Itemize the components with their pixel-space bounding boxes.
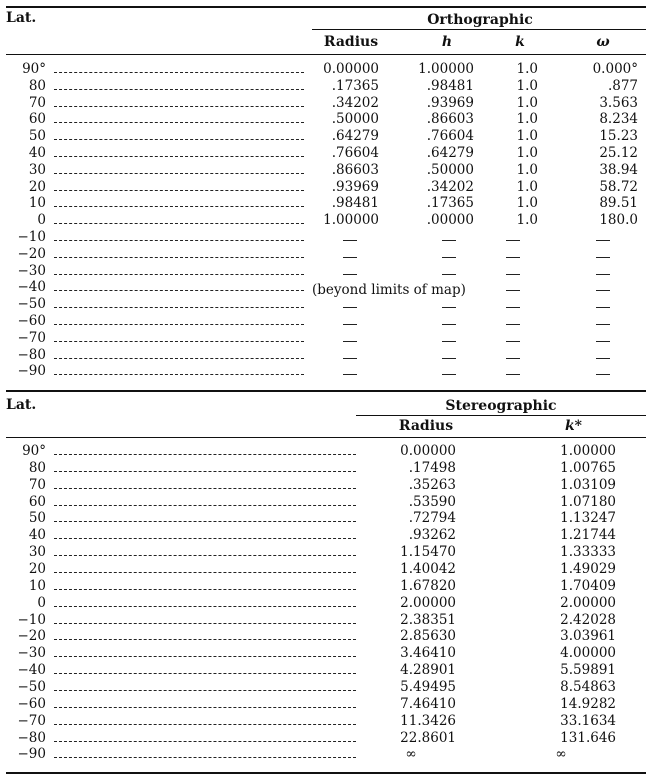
k-value: 1.0 [516, 212, 538, 229]
dot-leader [54, 274, 304, 275]
em-dash [506, 274, 520, 275]
radius-value: 0.00000 [323, 61, 379, 77]
omega-value: 8.234 [599, 111, 638, 128]
dot-leader [54, 374, 304, 375]
dot-leader [54, 206, 304, 207]
table-row [6, 511, 646, 526]
em-dash [442, 324, 456, 325]
k-value: 1.0 [516, 111, 538, 128]
dot-leader [54, 454, 356, 455]
dot-leader [54, 538, 356, 539]
dot-leader [54, 623, 356, 624]
k-value: 2.00000 [560, 594, 616, 611]
lat-value: 20 [28, 178, 46, 195]
radius-value: 1.00000 [323, 212, 379, 229]
dot-leader [54, 488, 356, 489]
em-dash [343, 240, 357, 241]
radius-value: .93969 [331, 178, 379, 195]
em-dash [596, 307, 610, 308]
k-value: 1.0 [516, 195, 538, 212]
dot-leader [54, 156, 304, 157]
em-dash [442, 257, 456, 258]
dot-leader [54, 89, 304, 90]
lat-value: 90° [22, 61, 46, 77]
radius-value: .76604 [331, 145, 379, 161]
ortho-h-header: h [441, 34, 453, 50]
table-row [6, 596, 646, 611]
lat-value: 90° [22, 443, 46, 459]
table-row [6, 495, 646, 510]
table-row [6, 163, 646, 178]
k-value: 1.0 [516, 94, 538, 111]
radius-value: 22.8601 [400, 729, 456, 746]
omega-value: 15.23 [599, 128, 638, 145]
ortho-beyond-note: (beyond limits of map) [312, 282, 466, 298]
em-dash [343, 374, 357, 375]
k-value: ∞ [555, 746, 567, 763]
radius-value: 2.38351 [400, 611, 456, 628]
radius-value: .64279 [331, 128, 379, 145]
lat-value: 20 [28, 561, 46, 577]
table-row [6, 714, 646, 729]
h-value: .00000 [426, 212, 474, 229]
table-row [6, 579, 646, 594]
table-row [6, 146, 646, 161]
table-row [6, 562, 646, 577]
radius-value: 2.85630 [400, 628, 456, 645]
table-row [6, 646, 646, 661]
lat-value: 30 [28, 544, 46, 561]
table-row [6, 129, 646, 144]
k-value: 5.59891 [560, 662, 616, 679]
em-dash [343, 257, 357, 258]
lat-value: 60 [28, 493, 46, 510]
dot-leader [54, 690, 356, 691]
dot-leader [54, 757, 356, 758]
ortho-radius-header: Radius [323, 34, 379, 50]
lat-value: 70 [28, 94, 46, 111]
radius-value: 2.00000 [400, 594, 456, 611]
lat-value: 60 [28, 111, 46, 128]
lat-value: 40 [28, 527, 46, 544]
dot-leader [54, 240, 304, 241]
em-dash [596, 240, 610, 241]
em-dash [596, 324, 610, 325]
lat-value: −80 [17, 729, 46, 746]
em-dash [343, 307, 357, 308]
table-row [6, 697, 646, 712]
h-value: .17365 [426, 195, 474, 212]
stereo-title-underline [356, 415, 646, 416]
radius-value: .98481 [331, 195, 379, 212]
em-dash [343, 274, 357, 275]
table-bottom-rule [6, 772, 646, 774]
table-row [6, 96, 646, 111]
dot-leader [54, 223, 304, 224]
k-value: 3.03961 [560, 628, 616, 645]
table-row [6, 264, 646, 279]
omega-value: 180.0 [599, 212, 638, 229]
dot-leader [54, 358, 304, 359]
radius-value: .72794 [408, 510, 456, 527]
dot-leader [54, 521, 356, 522]
em-dash [596, 341, 610, 342]
radius-value: 3.46410 [400, 645, 456, 662]
lat-value: 0 [37, 594, 46, 611]
lat-value: −90 [17, 746, 46, 763]
dot-leader [54, 606, 356, 607]
em-dash [442, 358, 456, 359]
table-row [6, 545, 646, 560]
ortho-group-title: Orthographic [427, 12, 533, 28]
lat-value: −10 [17, 611, 46, 628]
em-dash [506, 307, 520, 308]
omega-value: 58.72 [599, 178, 638, 195]
radius-value: .93262 [408, 527, 456, 544]
omega-value: 3.563 [599, 94, 638, 111]
lat-value: −90 [17, 363, 46, 380]
dot-leader [54, 707, 356, 708]
table-row [6, 731, 646, 746]
k-value: 1.70409 [560, 577, 616, 594]
dot-leader [54, 724, 356, 725]
ortho-header-rule [6, 54, 646, 55]
h-value: .50000 [426, 161, 474, 178]
radius-value: .17365 [331, 77, 379, 94]
lat-value: 70 [28, 476, 46, 493]
lat-value: −50 [17, 678, 46, 695]
lat-value: −80 [17, 346, 46, 363]
table-row [6, 348, 646, 363]
lat-value: −70 [17, 712, 46, 729]
em-dash [506, 240, 520, 241]
em-dash [442, 274, 456, 275]
k-value: 1.21744 [560, 527, 616, 544]
em-dash [442, 307, 456, 308]
table-row [6, 196, 646, 211]
em-dash [442, 341, 456, 342]
k-value: 1.49029 [560, 561, 616, 577]
lat-value: 40 [28, 145, 46, 161]
em-dash [343, 358, 357, 359]
lat-value: 80 [28, 77, 46, 94]
dot-leader [54, 572, 356, 573]
k-value: 1.00000 [560, 443, 616, 459]
em-dash [343, 324, 357, 325]
radius-value: .17498 [408, 459, 456, 476]
table-row [6, 230, 646, 245]
h-value: .76604 [426, 128, 474, 145]
k-value: 1.33333 [560, 544, 616, 561]
table-row [6, 613, 646, 628]
dot-leader [54, 656, 356, 657]
em-dash [506, 290, 520, 291]
table-row [6, 747, 646, 762]
dot-leader [54, 741, 356, 742]
k-value: 14.9282 [560, 695, 616, 712]
em-dash [506, 374, 520, 375]
stereo-radius-header: Radius [398, 418, 454, 434]
table-row [6, 478, 646, 493]
dot-leader [54, 72, 304, 73]
table-row [6, 680, 646, 695]
table-row [6, 62, 646, 77]
dot-leader [54, 290, 304, 291]
radius-value: .34202 [331, 94, 379, 111]
h-value: 1.00000 [418, 61, 474, 77]
lat-value: 10 [28, 195, 46, 212]
ortho-k-header: k [515, 34, 525, 50]
em-dash [596, 257, 610, 258]
lat-value: −20 [17, 628, 46, 645]
table-row [6, 247, 646, 262]
lat-value: 10 [28, 577, 46, 594]
h-value: .93969 [426, 94, 474, 111]
lat-value: 50 [28, 128, 46, 145]
em-dash [506, 257, 520, 258]
k-value: 2.42028 [560, 611, 616, 628]
lat-value: −20 [17, 245, 46, 262]
stereo-k-header: k* [564, 418, 583, 434]
table-row [6, 461, 646, 476]
projection-table-page [6, 0, 646, 782]
radius-value: .53590 [408, 493, 456, 510]
radius-value: 1.40042 [400, 561, 456, 577]
em-dash [596, 290, 610, 291]
table-row [6, 528, 646, 543]
dot-leader [54, 106, 304, 107]
em-dash [596, 374, 610, 375]
omega-value: 38.94 [599, 161, 638, 178]
dot-leader [54, 589, 356, 590]
lat-value: −70 [17, 329, 46, 346]
k-value: 131.646 [560, 729, 616, 746]
k-value: 1.07180 [560, 493, 616, 510]
lat-value: −60 [17, 313, 46, 329]
em-dash [506, 324, 520, 325]
table-top-rule [6, 6, 646, 8]
k-value: 4.00000 [560, 645, 616, 662]
lat-value: −30 [17, 645, 46, 662]
radius-value: 4.28901 [400, 662, 456, 679]
table-row [6, 314, 646, 329]
table-row [6, 663, 646, 678]
ortho-title-underline [312, 29, 646, 30]
ortho-lat-header: Lat. [6, 10, 37, 26]
radius-value: .35263 [408, 476, 456, 493]
lat-value: 0 [37, 212, 46, 229]
dot-leader [54, 139, 304, 140]
lat-value: −50 [17, 296, 46, 313]
radius-value: 11.3426 [400, 712, 456, 729]
lat-value: −30 [17, 262, 46, 279]
dot-leader [54, 639, 356, 640]
lat-value: −60 [17, 695, 46, 712]
k-value: 8.54863 [560, 678, 616, 695]
k-value: 1.0 [516, 128, 538, 145]
em-dash [442, 240, 456, 241]
table-row [6, 180, 646, 195]
lat-value: 80 [28, 459, 46, 476]
lat-value: −10 [17, 229, 46, 245]
dot-leader [54, 471, 356, 472]
table-row [6, 629, 646, 644]
em-dash [596, 274, 610, 275]
dot-leader [54, 505, 356, 506]
em-dash [596, 358, 610, 359]
omega-value: 89.51 [599, 195, 638, 212]
ortho-bottom-rule [6, 390, 646, 392]
omega-value: 25.12 [599, 145, 638, 161]
lat-value: 30 [28, 161, 46, 178]
k-value: 33.1634 [560, 712, 616, 729]
k-value: 1.0 [516, 161, 538, 178]
lat-value: −40 [17, 662, 46, 679]
omega-value: 0.000° [592, 61, 638, 77]
em-dash [506, 358, 520, 359]
lat-value: 50 [28, 510, 46, 527]
radius-value: .86603 [331, 161, 379, 178]
table-row [6, 79, 646, 94]
h-value: .86603 [426, 111, 474, 128]
radius-value: 7.46410 [400, 695, 456, 712]
k-value: 1.0 [516, 145, 538, 161]
dot-leader [54, 307, 304, 308]
radius-value: 1.67820 [400, 577, 456, 594]
lat-value: −40 [17, 279, 46, 296]
dot-leader [54, 122, 304, 123]
table-row [6, 444, 646, 459]
h-value: .98481 [426, 77, 474, 94]
radius-value: .50000 [331, 111, 379, 128]
radius-value: 5.49495 [400, 678, 456, 695]
stereo-group-title: Stereographic [445, 398, 557, 414]
table-row [6, 364, 646, 379]
omega-value: .877 [607, 77, 638, 94]
dot-leader [54, 324, 304, 325]
stereo-lat-header: Lat. [6, 397, 37, 413]
k-value: 1.00765 [560, 459, 616, 476]
table-row [6, 297, 646, 312]
h-value: .64279 [426, 145, 474, 161]
dot-leader [54, 173, 304, 174]
stereo-header-rule [6, 437, 646, 438]
dot-leader [54, 257, 304, 258]
em-dash [442, 374, 456, 375]
radius-value: 0.00000 [400, 443, 456, 459]
em-dash [343, 341, 357, 342]
table-row [6, 331, 646, 346]
k-value: 1.0 [516, 77, 538, 94]
ortho-omega-header: ω [596, 34, 610, 50]
dot-leader [54, 555, 356, 556]
radius-value: 1.15470 [400, 544, 456, 561]
k-value: 1.13247 [560, 510, 616, 527]
radius-value: ∞ [405, 746, 417, 763]
k-value: 1.03109 [560, 476, 616, 493]
k-value: 1.0 [516, 61, 538, 77]
dot-leader [54, 190, 304, 191]
em-dash [506, 341, 520, 342]
h-value: .34202 [426, 178, 474, 195]
table-row [6, 112, 646, 127]
dot-leader [54, 341, 304, 342]
k-value: 1.0 [516, 178, 538, 195]
table-row [6, 213, 646, 228]
dot-leader [54, 673, 356, 674]
